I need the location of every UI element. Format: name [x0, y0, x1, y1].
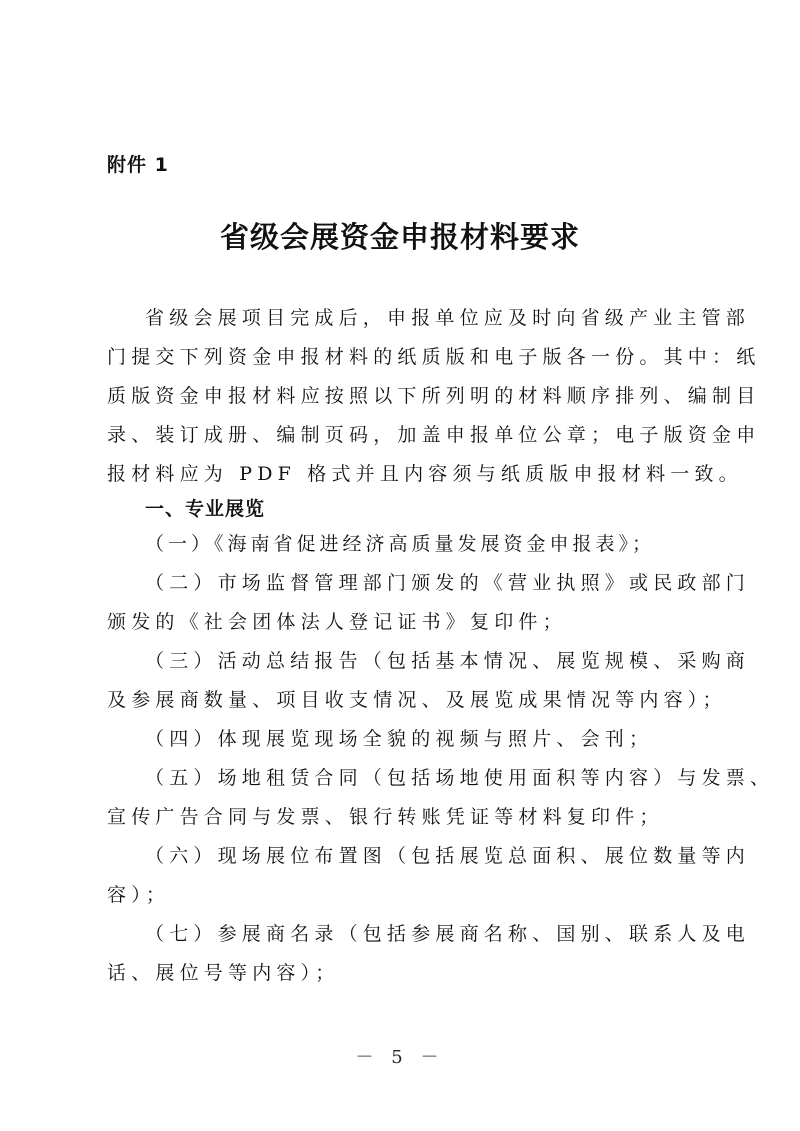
attachment-label: 附件 1: [107, 154, 169, 176]
requirement-item-continued: 宣传广告合同与发票、银行转账凭证等材料复印件；: [107, 806, 664, 828]
intro-line: 录、装订成册、编制页码，加盖申报单位公章；电子版资金申: [107, 424, 761, 446]
requirement-item-continued: 及参展商数量、项目收支情况、及展览成果情况等内容）；: [107, 689, 727, 711]
document-title: 省级会展资金申报材料要求: [219, 220, 580, 254]
intro-line: 质版资金申报材料应按照以下所列明的材料顺序排列、编制目: [107, 385, 761, 407]
intro-line: 省级会展项目完成后，申报单位应及时向省级产业主管部: [145, 307, 751, 329]
requirement-item: （七）参展商名录（包括参展商名称、国别、联系人及电: [145, 923, 751, 945]
page-number: － 5 －: [355, 1047, 445, 1068]
requirement-item-continued: 容）；: [107, 884, 171, 906]
requirement-item-continued: 颁发的《社会团体法人登记证书》复印件；: [107, 611, 567, 633]
requirement-item: （六）现场展位布置图（包括展览总面积、展位数量等内: [145, 845, 751, 867]
requirement-item: （五）场地租赁合同（包括场地使用面积等内容）与发票、: [145, 767, 775, 789]
requirement-item: （三）活动总结报告（包括基本情况、展览规模、采购商: [145, 650, 751, 672]
section-heading: 一、专业展览: [145, 498, 266, 520]
requirement-item: （四）体现展览现场全貌的视频与照片、会刊；: [145, 728, 654, 750]
requirement-item: （一）《海南省促进经济高质量发展资金申报表》；: [145, 533, 656, 555]
intro-line: 报材料应为 PDF 格式并且内容须与纸质版申报材料一致。: [107, 463, 743, 485]
requirement-item: （二）市场监督管理部门颁发的《营业执照》或民政部门: [145, 572, 751, 594]
intro-line: 门提交下列资金申报材料的纸质版和电子版各一份。其中：纸: [107, 346, 761, 368]
requirement-item-continued: 话、展位号等内容）；: [107, 962, 340, 984]
